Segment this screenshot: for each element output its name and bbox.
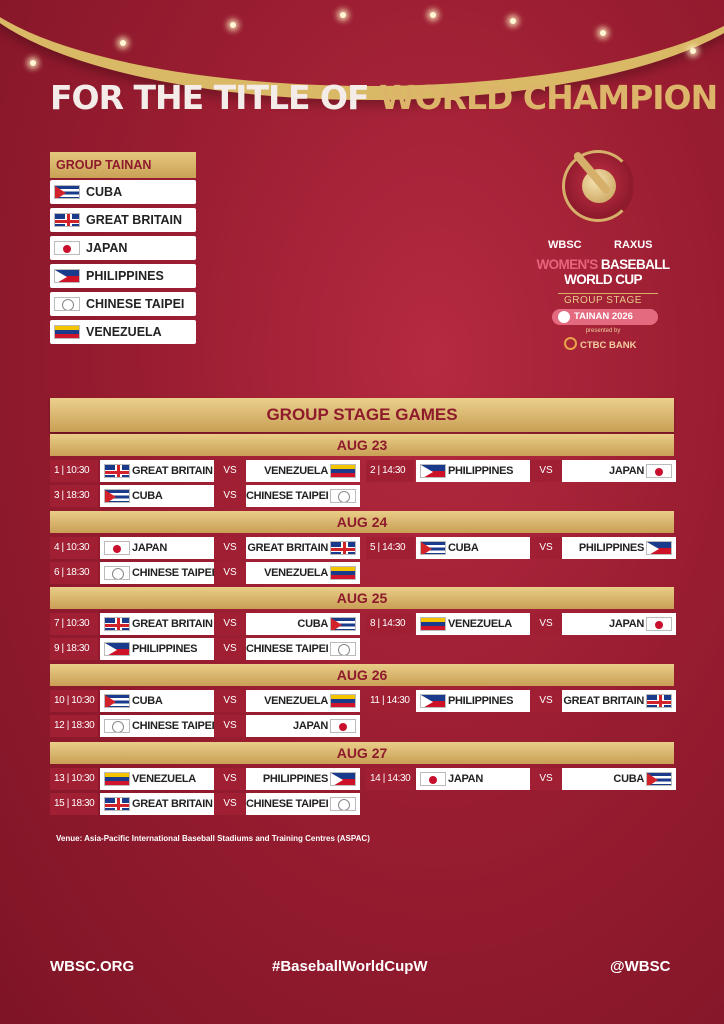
cuba-flag-icon: [104, 489, 130, 503]
away-team: [246, 793, 360, 815]
away-team: [246, 485, 360, 507]
group-title: GROUP TAINAN: [50, 152, 196, 178]
vs-label: VS: [214, 537, 246, 559]
headline: [50, 78, 718, 117]
game-number-time: 4 | 10:30: [50, 537, 98, 559]
group-team-name: PHILIPPINES: [86, 269, 164, 283]
game-row: [50, 768, 360, 790]
vs-label: VS: [214, 690, 246, 712]
logo-sponsor: RAXUS: [614, 239, 653, 251]
group-team-name: VENEZUELA: [86, 325, 162, 339]
vs-label: VS: [214, 793, 246, 815]
city-emblem-icon: [558, 311, 570, 323]
vs-label: VS: [214, 460, 246, 482]
game-row: [366, 537, 676, 559]
home-team-name: JAPAN: [132, 542, 167, 554]
away-team: [246, 690, 360, 712]
home-team: [100, 537, 214, 559]
game-row: [50, 562, 360, 584]
logo-presented: presented by: [585, 328, 621, 334]
home-team-name: PHILIPPINES: [448, 695, 514, 707]
gb-flag-icon: [104, 464, 130, 478]
vs-label: VS: [214, 485, 246, 507]
game-number-time: 11 | 14:30: [366, 690, 414, 712]
home-team: [100, 638, 214, 660]
home-team: [100, 768, 214, 790]
logo-stage: GROUP STAGE: [564, 295, 642, 306]
away-team: [246, 613, 360, 635]
away-team-name: CUBA: [613, 773, 644, 785]
home-team-name: PHILIPPINES: [448, 465, 514, 477]
game-row: [50, 690, 360, 712]
game-number-time: 8 | 14:30: [366, 613, 414, 635]
tpe-flag-icon: [330, 797, 356, 811]
away-team: [562, 613, 676, 635]
logo-location: TAINAN 2026: [574, 311, 633, 322]
home-team: [100, 460, 214, 482]
away-team: [562, 537, 676, 559]
footer-handle[interactable]: @WBSC: [610, 958, 671, 975]
game-number-time: 6 | 18:30: [50, 562, 98, 584]
group-team: [50, 320, 196, 344]
away-team-name: GREAT BRITAIN: [563, 695, 644, 707]
away-team-name: CHINESE TAIPEI: [246, 490, 329, 502]
game-row: [50, 537, 360, 559]
game-row: [50, 460, 360, 482]
logo-location-pill: [552, 309, 658, 325]
home-team: [416, 537, 530, 559]
home-team: [100, 613, 214, 635]
away-team-name: VENEZUELA: [264, 695, 328, 707]
day-header: AUG 23: [50, 434, 674, 456]
ven-flag-icon: [330, 694, 356, 708]
home-team-name: CUBA: [132, 695, 163, 707]
game-row: [50, 613, 360, 635]
home-team-name: CHINESE TAIPEI: [132, 720, 215, 732]
logo-title-line2: WORLD CUP: [564, 272, 642, 287]
game-number-time: 2 | 14:30: [366, 460, 414, 482]
group-team-list: [50, 180, 196, 348]
tpe-flag-icon: [104, 566, 130, 580]
home-team-name: GREAT BRITAIN: [132, 465, 213, 477]
day-header: AUG 27: [50, 742, 674, 764]
away-team-name: GREAT BRITAIN: [247, 542, 328, 554]
home-team: [416, 613, 530, 635]
game-row: [366, 460, 676, 482]
ven-flag-icon: [330, 464, 356, 478]
vs-label: VS: [214, 715, 246, 737]
home-team-name: CHINESE TAIPEI: [132, 567, 215, 579]
venue-note: Venue: Asia-Pacific International Baseball Stadiums and Training Centres (ASPAC): [56, 834, 370, 843]
away-team-name: CHINESE TAIPEI: [246, 643, 329, 655]
ph-flag-icon: [420, 464, 446, 478]
game-number-time: 7 | 10:30: [50, 613, 98, 635]
vs-label: VS: [530, 613, 562, 635]
vs-label: VS: [214, 768, 246, 790]
game-row: [50, 715, 360, 737]
cuba-flag-icon: [104, 694, 130, 708]
away-team: [246, 768, 360, 790]
ph-flag-icon: [646, 541, 672, 555]
logo-wbsc: WBSC: [548, 239, 582, 251]
away-team-name: VENEZUELA: [264, 465, 328, 477]
away-team: [562, 460, 676, 482]
logo-bank: CTBC BANK: [564, 337, 636, 351]
ph-flag-icon: [104, 642, 130, 656]
vs-label: VS: [214, 562, 246, 584]
game-row: [366, 768, 676, 790]
home-team: [100, 793, 214, 815]
cuba-flag-icon: [646, 772, 672, 786]
japan-flag-icon: [420, 772, 446, 786]
tpe-flag-icon: [104, 719, 130, 733]
ven-flag-icon: [104, 772, 130, 786]
game-row: [50, 485, 360, 507]
home-team: [416, 690, 530, 712]
home-team: [416, 460, 530, 482]
logo-title-line1: [528, 258, 678, 272]
tpe-flag-icon: [54, 297, 80, 311]
vs-label: VS: [214, 638, 246, 660]
game-number-time: 15 | 18:30: [50, 793, 98, 815]
gb-flag-icon: [104, 797, 130, 811]
footer-website[interactable]: WBSC.ORG: [50, 958, 135, 975]
cuba-flag-icon: [54, 185, 80, 199]
away-team-name: JAPAN: [609, 618, 644, 630]
tpe-flag-icon: [330, 489, 356, 503]
game-number-time: 3 | 18:30: [50, 485, 98, 507]
tpe-flag-icon: [330, 642, 356, 656]
away-team-name: VENEZUELA: [264, 567, 328, 579]
group-team-name: CHINESE TAIPEI: [86, 297, 185, 311]
away-team-name: CUBA: [297, 618, 328, 630]
group-team-name: JAPAN: [86, 241, 128, 255]
away-team: [246, 537, 360, 559]
away-team: [562, 690, 676, 712]
away-team: [246, 638, 360, 660]
day-header: AUG 26: [50, 664, 674, 686]
ph-flag-icon: [420, 694, 446, 708]
home-team: [100, 715, 214, 737]
japan-flag-icon: [104, 541, 130, 555]
vs-label: VS: [530, 768, 562, 790]
home-team-name: JAPAN: [448, 773, 483, 785]
away-team-name: CHINESE TAIPEI: [246, 798, 329, 810]
home-team-name: GREAT BRITAIN: [132, 798, 213, 810]
game-row: [50, 638, 360, 660]
game-row: [366, 613, 676, 635]
home-team-name: CUBA: [132, 490, 163, 502]
gb-flag-icon: [54, 213, 80, 227]
tournament-logo: [528, 145, 678, 355]
home-team: [100, 562, 214, 584]
japan-flag-icon: [646, 464, 672, 478]
ven-flag-icon: [330, 566, 356, 580]
cuba-flag-icon: [420, 541, 446, 555]
home-team-name: VENEZUELA: [132, 773, 196, 785]
japan-flag-icon: [330, 719, 356, 733]
group-team: [50, 208, 196, 232]
group-team-name: CUBA: [86, 185, 123, 199]
japan-flag-icon: [54, 241, 80, 255]
group-team: [50, 236, 196, 260]
away-team-name: PHILIPPINES: [578, 542, 644, 554]
home-team-name: VENEZUELA: [448, 618, 512, 630]
game-number-time: 12 | 18:30: [50, 715, 98, 737]
away-team-name: PHILIPPINES: [262, 773, 328, 785]
vs-label: VS: [530, 537, 562, 559]
away-team-name: JAPAN: [293, 720, 328, 732]
game-number-time: 1 | 10:30: [50, 460, 98, 482]
group-team: [50, 180, 196, 204]
home-team: [100, 690, 214, 712]
logo-divider: [558, 293, 658, 294]
home-team-name: CUBA: [448, 542, 479, 554]
game-row: [366, 690, 676, 712]
headline-gold: WORLD CHAMPION: [379, 78, 718, 117]
game-number-time: 5 | 14:30: [366, 537, 414, 559]
ven-flag-icon: [420, 617, 446, 631]
logo-baseball: BASEBALL: [597, 257, 670, 272]
gb-flag-icon: [104, 617, 130, 631]
home-team-name: GREAT BRITAIN: [132, 618, 213, 630]
cuba-flag-icon: [330, 617, 356, 631]
gb-flag-icon: [330, 541, 356, 555]
away-team: [562, 768, 676, 790]
logo-womens: WOMEN'S: [536, 257, 598, 272]
group-team-name: GREAT BRITAIN: [86, 213, 183, 227]
vs-label: VS: [530, 460, 562, 482]
ph-flag-icon: [54, 269, 80, 283]
home-team: [416, 768, 530, 790]
away-team-name: JAPAN: [609, 465, 644, 477]
ven-flag-icon: [54, 325, 80, 339]
japan-flag-icon: [646, 617, 672, 631]
group-stage-games-title: GROUP STAGE GAMES: [50, 398, 674, 432]
vs-label: VS: [530, 690, 562, 712]
game-number-time: 10 | 10:30: [50, 690, 98, 712]
home-team-name: PHILIPPINES: [132, 643, 198, 655]
away-team: [246, 715, 360, 737]
day-header: AUG 24: [50, 511, 674, 533]
vs-label: VS: [214, 613, 246, 635]
headline-white: FOR THE TITLE OF: [50, 78, 380, 117]
gb-flag-icon: [646, 694, 672, 708]
footer-hashtag: #BaseballWorldCupW: [272, 958, 428, 975]
game-number-time: 14 | 14:30: [366, 768, 414, 790]
sparkle-lights: [0, 0, 724, 80]
away-team: [246, 562, 360, 584]
group-team: [50, 292, 196, 316]
away-team: [246, 460, 360, 482]
game-number-time: 9 | 18:30: [50, 638, 98, 660]
home-team: [100, 485, 214, 507]
game-row: [50, 793, 360, 815]
day-header: AUG 25: [50, 587, 674, 609]
ph-flag-icon: [330, 772, 356, 786]
game-number-time: 13 | 10:30: [50, 768, 98, 790]
group-team: [50, 264, 196, 288]
